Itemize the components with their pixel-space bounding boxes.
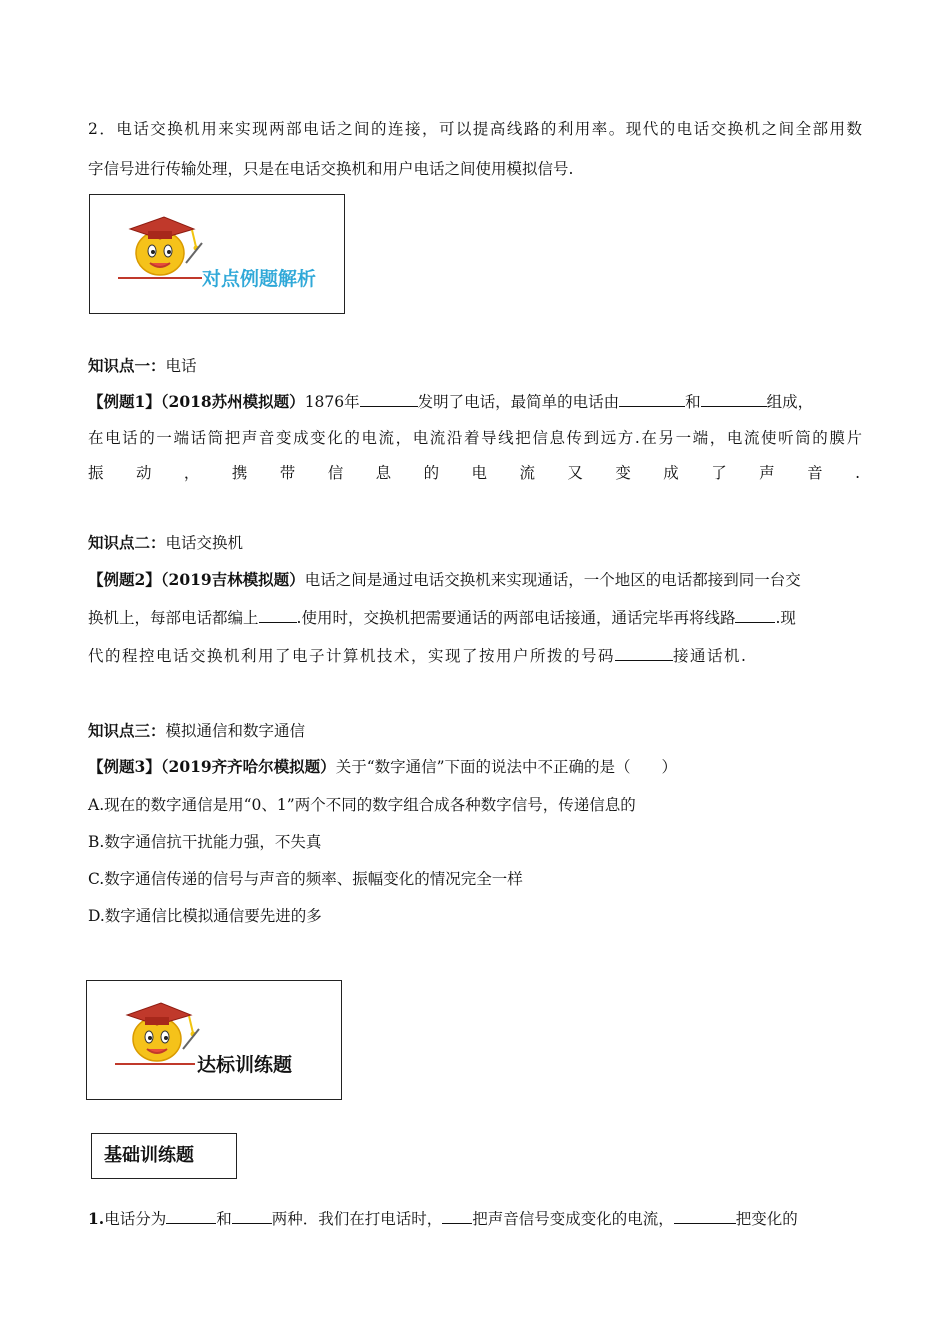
answer-blank[interactable]: [735, 606, 775, 623]
graduate-mascot-icon: [112, 209, 212, 279]
intro-line-2: 字信号进行传输处理，只是在电话交换机和用户电话之间使用模拟信号.: [88, 160, 574, 178]
question-text: 把声音信号变成变化的电流，: [472, 1210, 674, 1228]
example2-text: 电话之间是通过电话交换机来实现通话，一个地区的电话都接到同一台交: [304, 571, 801, 589]
answer-blank[interactable]: [701, 390, 767, 407]
example2-label: 【例题2】（2019吉林模拟题）: [88, 570, 305, 589]
answer-blank[interactable]: [360, 390, 418, 407]
basic-training-box: [91, 1133, 237, 1179]
section-banner-examples: [89, 194, 345, 314]
answer-blank[interactable]: [674, 1207, 736, 1224]
example1-line-3: 振动，携带信息的电流又变成了声音.: [88, 464, 862, 482]
example2-text: 代的程控电话交换机利用了电子计算机技术，实现了按用户所拨的号码: [88, 647, 616, 665]
graduate-mascot-icon: [109, 995, 209, 1065]
kp1-text: 电话: [165, 357, 197, 375]
question-text: 电话分为: [104, 1210, 167, 1228]
example1-text: 发明了电话，最简单的电话由: [417, 393, 620, 411]
example2-text: 接通话机.: [673, 647, 748, 665]
kp3-text: 模拟通信和数字通信: [165, 722, 306, 740]
question-number: 1.: [88, 1209, 105, 1228]
banner-underline: [115, 1063, 195, 1065]
answer-blank[interactable]: [259, 606, 297, 623]
answer-blank[interactable]: [232, 1207, 272, 1224]
answer-blank[interactable]: [615, 644, 673, 661]
kp1-heading: [88, 355, 197, 377]
example3-option-d[interactable]: D.数字通信比模拟通信要先进的多: [88, 907, 322, 925]
example3-label: 【例题3】（2019齐齐哈尔模拟题）: [88, 757, 336, 776]
example1-line-1: [88, 390, 813, 413]
example1-label: 【例题1】（2018苏州模拟题）: [88, 392, 305, 411]
answer-blank[interactable]: [442, 1207, 472, 1224]
question-1-line-1: [88, 1207, 798, 1230]
example2-text: .使用时，交换机把需要通话的两部电话接通，通话完毕再将线路: [296, 609, 736, 627]
answer-blank[interactable]: [619, 390, 685, 407]
example3-line-1: [88, 756, 677, 778]
question-text: 两种．我们在打电话时，: [271, 1210, 443, 1228]
example1-text: 1876年: [304, 393, 360, 411]
example1-text: 和: [685, 393, 701, 411]
kp2-label: 知识点二：: [88, 533, 166, 552]
question-text: 和: [216, 1210, 232, 1228]
intro-line-1: 2．电话交换机用来实现两部电话之间的连接，可以提高线路的利用率。现代的电话交换机之间全部用数: [88, 120, 862, 138]
answer-blank[interactable]: [166, 1207, 216, 1224]
example3-option-b[interactable]: B.数字通信抗干扰能力强，不失真: [88, 833, 322, 851]
banner-title: 达标训练题: [197, 1054, 293, 1076]
example2-text: .现: [775, 609, 796, 627]
example2-line-3: [88, 644, 747, 667]
example2-line-1: [88, 569, 801, 591]
kp1-label: 知识点一：: [88, 356, 166, 375]
example3-option-a[interactable]: A.现在的数字通信是用“0、1”两个不同的数字组合成各种数字信号，传递信息的: [88, 796, 636, 814]
kp3-heading: [88, 720, 305, 742]
basic-training-title: 基础训练题: [104, 1145, 194, 1166]
kp3-label: 知识点三：: [88, 721, 166, 740]
kp2-heading: [88, 532, 243, 554]
example3-option-c[interactable]: C.数字通信传递的信号与声音的频率、振幅变化的情况完全一样: [88, 870, 523, 888]
section-banner-practice: [86, 980, 342, 1100]
question-text: 把变化的: [735, 1210, 798, 1228]
kp2-text: 电话交换机: [165, 534, 244, 552]
example2-line-2: [88, 606, 796, 629]
banner-underline: [118, 277, 202, 279]
example2-text: 换机上，每部电话都编上: [88, 609, 259, 627]
example3-text: 关于“数字通信”下面的说法中不正确的是（ ）: [335, 758, 678, 776]
example1-line-2: 在电话的一端话筒把声音变成变化的电流，电流沿着导线把信息传到远方.在另一端，电流使听筒的膜片: [88, 429, 862, 447]
banner-title: 对点例题解析: [202, 268, 317, 290]
example1-text: 组成，: [766, 393, 814, 411]
